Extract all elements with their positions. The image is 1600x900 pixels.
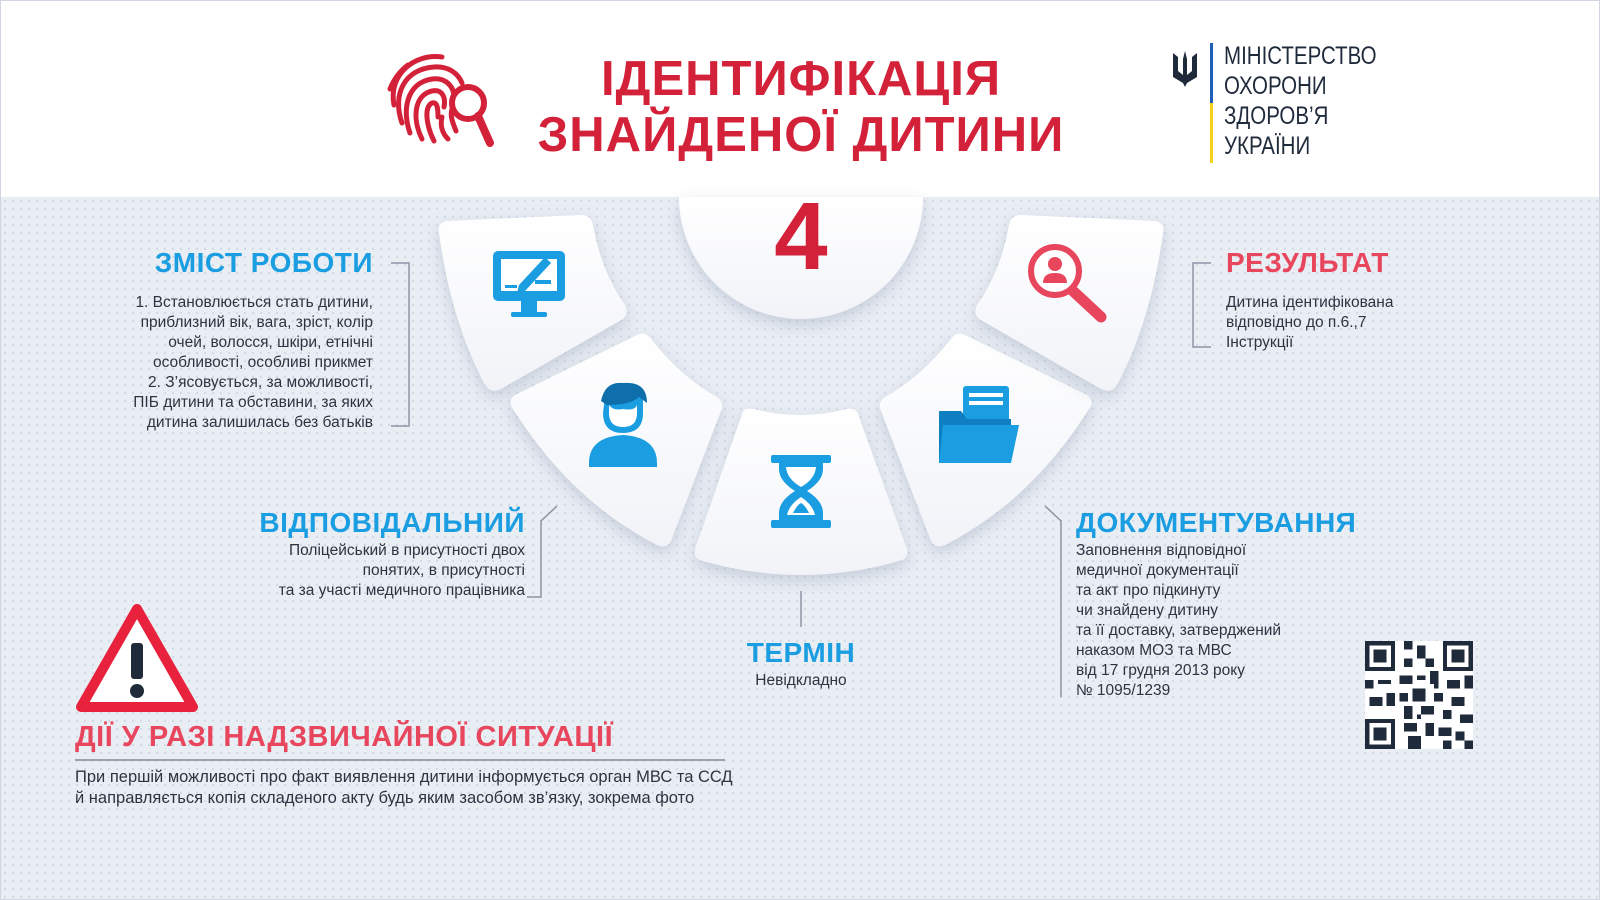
content-line-1: 1. Встановлюється стать дитини, [135,294,373,311]
connector-responsible [527,506,557,597]
result-text [1226,293,1466,353]
documentation-line-5: та її доставку, затверджений [1076,622,1282,639]
term-text: Невідкладно [755,672,847,689]
responsible-line-2: понятих, в присутності [362,562,525,579]
ministry-line-4: УКРАЇНИ [1224,132,1311,160]
content-line-6: ПІБ дитини та обставини, за яких [133,394,373,411]
emergency-text [75,767,733,809]
result-line-2: відповідно до п.6.,7 [1226,314,1367,331]
responsible-text [161,541,525,601]
documentation-heading: ДОКУМЕНТУВАННЯ [1076,507,1357,538]
connector-documentation [1045,506,1061,697]
responsible-line-3: та за участі медичного працівника [278,582,525,599]
responsible-heading: ВІДПОВІДАЛЬНИЙ [259,507,525,538]
result-heading: РЕЗУЛЬТАТ [1226,247,1389,278]
warning-triangle-icon [75,603,199,713]
radial-diagram [1,1,1600,900]
documentation-line-7: від 17 грудня 2013 року [1076,662,1245,679]
ministry-line-1: МІНІСТЕРСТВО [1224,42,1377,70]
documentation-line-4: чи знайдену дитину [1076,602,1219,619]
content-line-5: 2. З’ясовується, за можливості, [148,374,373,391]
qr-code [1365,641,1473,749]
content-text [41,293,373,433]
connector-content [391,263,409,426]
documentation-line-1: Заповнення відповідної [1076,542,1247,559]
responsible-line-1: Поліцейський в присутності двох [288,542,525,559]
documentation-line-8: № 1095/1239 [1076,682,1171,699]
emergency-heading: ДІЇ У РАЗІ НАДЗВИЧАЙНОЇ СИТУАЦІЇ [75,721,614,753]
ministry-line-2: ОХОРОНИ [1224,72,1327,100]
result-line-3: Інструкції [1226,334,1294,351]
content-heading: ЗМІСТ РОБОТИ [154,247,373,278]
title-line-2: ЗНАЙДЕНОЇ ДИТИНИ [537,108,1065,162]
documentation-line-3: та акт про підкинуту [1076,582,1221,599]
documentation-text [1076,541,1346,701]
content-line-3: очей, волосся, шкіри, етнічні [168,334,373,351]
content-line-4: особливості, особливі прикмет [153,354,373,371]
content-line-2: приблизний вік, вага, зріст, колір [140,314,373,331]
ministry-line-3: ЗДОРОВ’Я [1224,102,1329,130]
step-number: 4 [774,183,828,290]
content-line-7: дитина залишилась без батьків [146,414,373,431]
result-line-1: Дитина ідентифікована [1226,294,1394,311]
documentation-line-2: медичної документації [1076,562,1239,579]
emergency-line-2: й направляється копія складеного акту будь яким засобом зв’язку, зокрема фото [75,789,695,807]
emergency-divider [75,759,725,761]
documentation-line-6: наказом МОЗ та МВС [1076,642,1232,659]
emergency-line-1: При першій можливості про факт виявлення дитини інформується орган МВС та ССД [75,768,733,786]
connector-result [1193,263,1211,347]
title-line-1: ІДЕНТИФІКАЦІЯ [600,52,1002,106]
term-heading: ТЕРМІН [746,637,856,668]
